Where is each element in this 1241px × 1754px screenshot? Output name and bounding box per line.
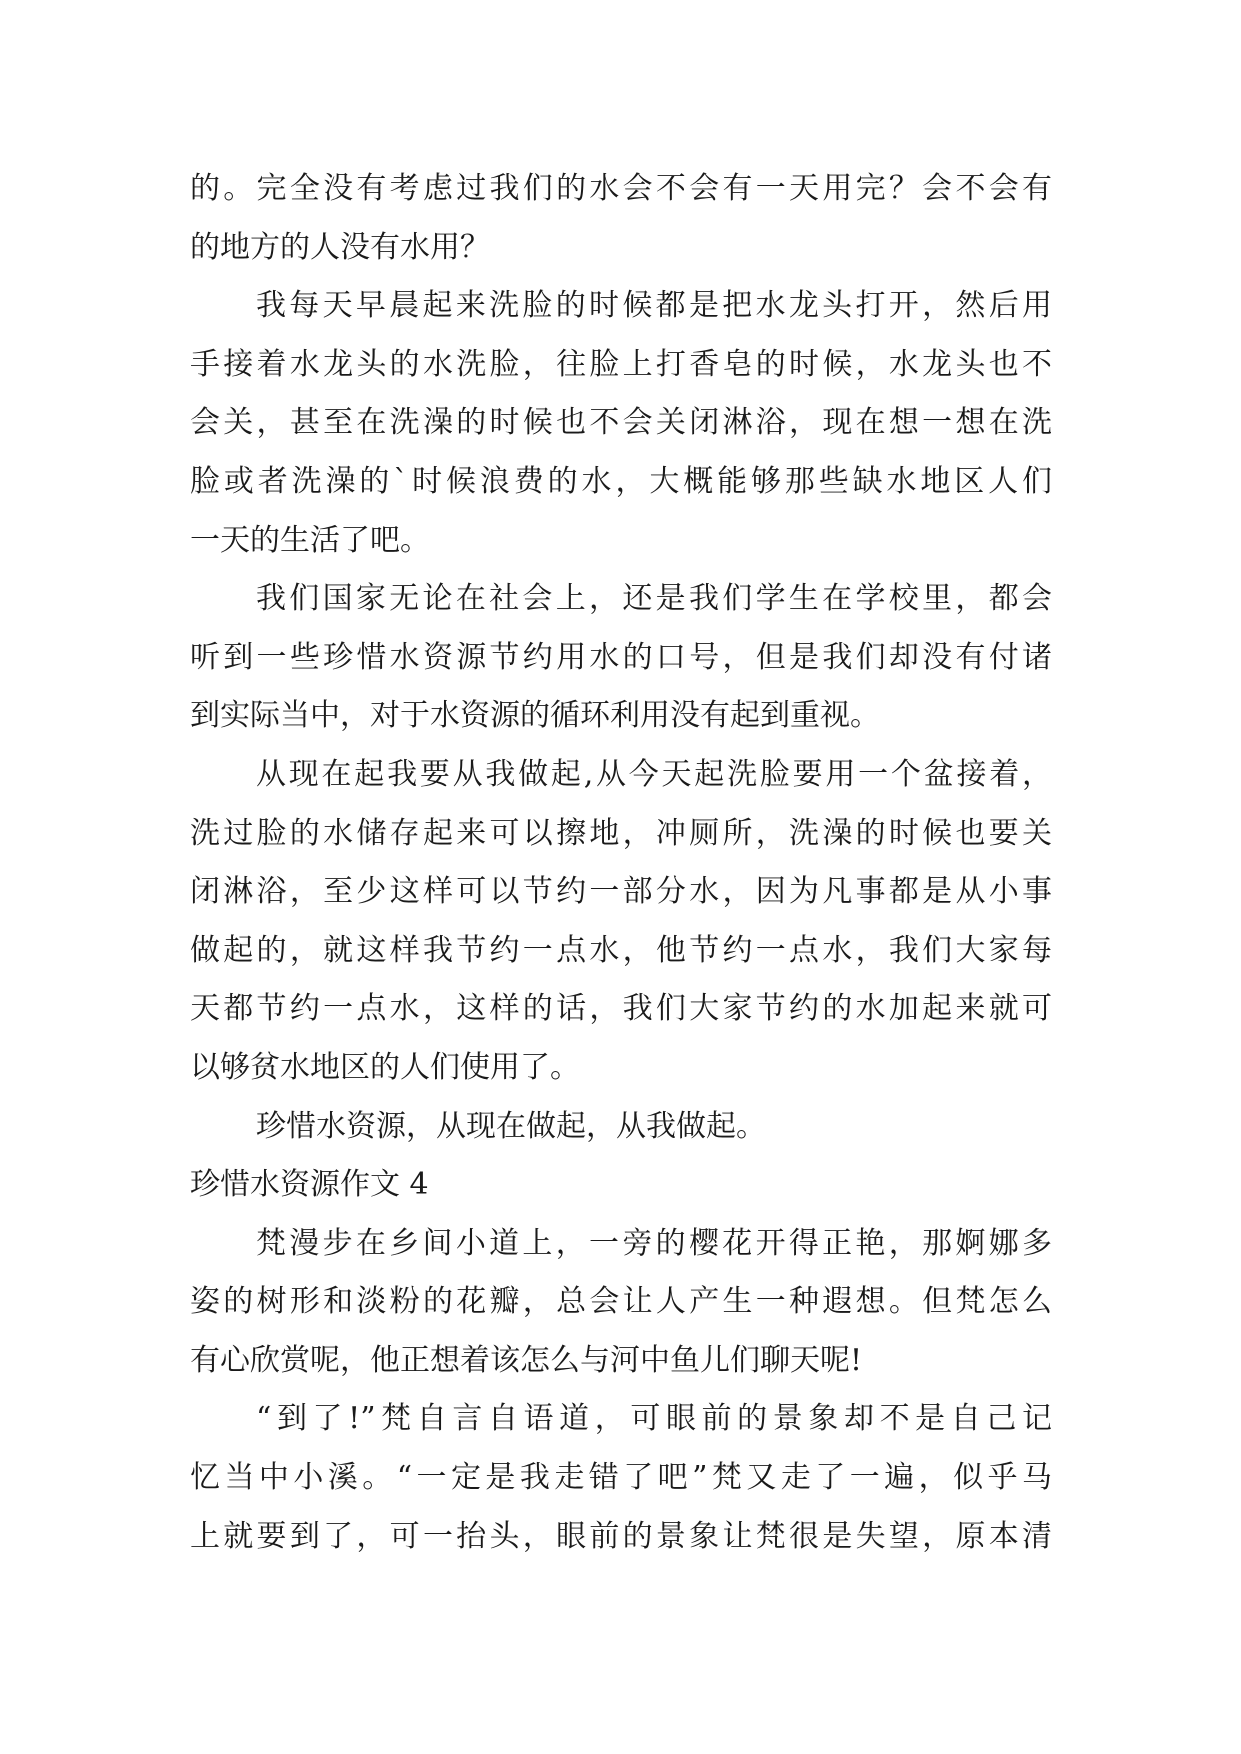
text-line: 听到一些珍惜水资源节约用水的口号，但是我们却没有付诸: [190, 639, 1052, 675]
paragraph-first-line: 梵漫步在乡间小道上，一旁的樱花开得正艳，那婀娜多: [256, 1225, 1052, 1261]
paragraph-first-line: 从现在起我要从我做起,从今天起洗脸要用一个盆接着，: [256, 756, 1052, 792]
text-line: 的地方的人没有水用？: [190, 229, 490, 265]
text-line: 天都节约一点水，这样的话，我们大家节约的水加起来就可: [190, 991, 1052, 1027]
paragraph-first-line: 我们国家无论在社会上，还是我们学生在学校里，都会: [256, 581, 1052, 617]
text-line: 上就要到了，可一抬头，眼前的景象让梵很是失望，原本清: [190, 1518, 1052, 1554]
text-line: 的。完全没有考虑过我们的水会不会有一天用完？会不会有: [190, 171, 1052, 206]
paragraph-first-line: “到了!”梵自言自语道，可眼前的景象却不是自己记: [256, 1401, 1052, 1437]
text-line: 姿的树形和淡粉的花瓣，总会让人产生一种遐想。但梵怎么: [190, 1284, 1052, 1320]
text-line: 做起的，就这样我节约一点水，他节约一点水，我们大家每: [190, 932, 1052, 968]
text-line: 会关，甚至在洗澡的时候也不会关闭淋浴，现在想一想在洗: [190, 405, 1052, 441]
text-line: 一天的生活了吧。: [190, 522, 430, 558]
text-line: 闭淋浴，至少这样可以节约一部分水，因为凡事都是从小事: [190, 874, 1052, 910]
paragraph-first-line: 珍惜水资源，从现在做起，从我做起。: [256, 1108, 766, 1144]
paragraph-first-line: 我每天早晨起来洗脸的时候都是把水龙头打开，然后用: [256, 288, 1052, 324]
text-line: 以够贫水地区的人们使用了。: [190, 1049, 580, 1085]
section-heading: 珍惜水资源作文 4: [190, 1167, 429, 1203]
text-line: 洗过脸的水储存起来可以擦地，冲厕所，洗澡的时候也要关: [190, 815, 1052, 851]
text-line: 有心欣赏呢，他正想着该怎么与河中鱼儿们聊天呢!: [190, 1342, 863, 1378]
text-line: 到实际当中，对于水资源的循环利用没有起到重视。: [190, 698, 880, 734]
document-body: [190, 160, 1052, 1566]
text-line: 脸或者洗澡的`时候浪费的水，大概能够那些缺水地区人们: [190, 463, 1052, 499]
text-line: 手接着水龙头的水洗脸，往脸上打香皂的时候，水龙头也不: [190, 346, 1052, 382]
text-line: 忆当中小溪。“一定是我走错了吧”梵又走了一遍，似乎马: [190, 1460, 1052, 1496]
